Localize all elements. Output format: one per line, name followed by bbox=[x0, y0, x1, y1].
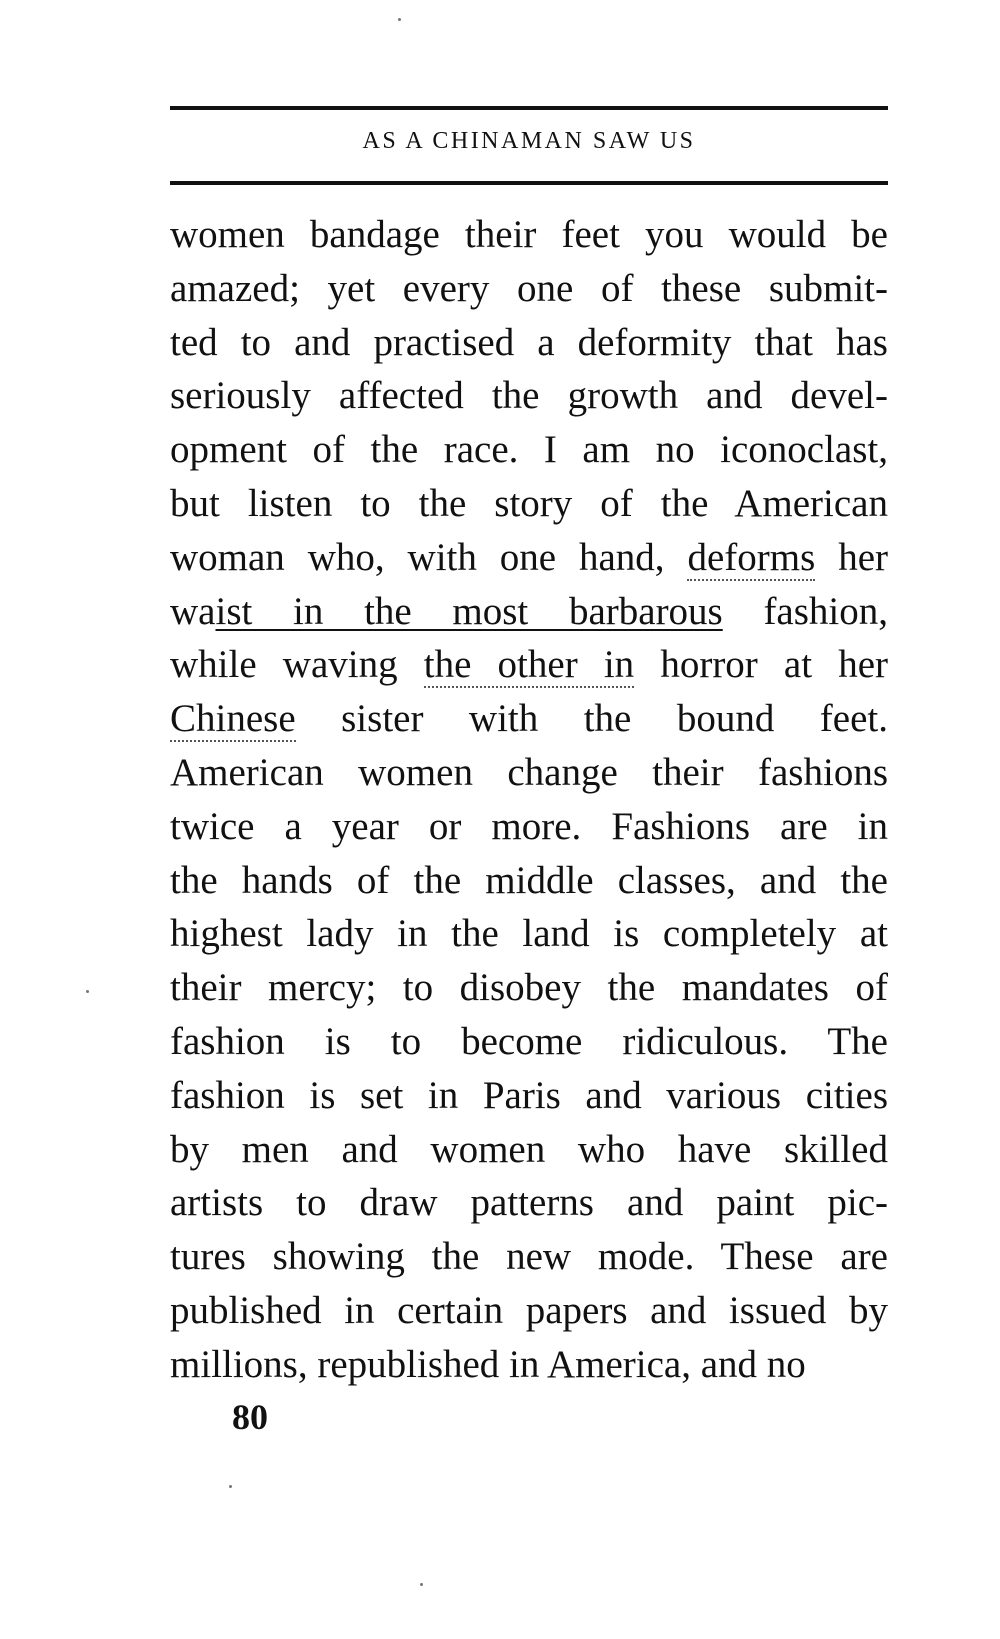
text-segment: woman who, with one hand, bbox=[170, 535, 665, 579]
text-segment: sister with the bound feet. bbox=[341, 697, 888, 741]
text-line bbox=[170, 692, 888, 746]
text-line: fashion is to become ridiculous. The bbox=[170, 1019, 888, 1063]
scan-speck bbox=[86, 990, 89, 993]
text-line: women bandage their feet you would be bbox=[170, 213, 888, 256]
text-line: amazed; yet every one of these submit- bbox=[170, 266, 888, 310]
text-line bbox=[170, 638, 888, 692]
body-text bbox=[170, 208, 888, 1392]
text-segment: horror at her bbox=[660, 643, 889, 687]
text-line: twice a year or more. Fashions are in bbox=[170, 804, 888, 848]
text-segment: fashion, bbox=[763, 589, 888, 633]
pencil-underlined-word: Chinese bbox=[170, 697, 296, 741]
text-line: the hands of the middle classes, and the bbox=[170, 858, 888, 902]
pencil-underlined-phrase: ist in the most barbarous bbox=[215, 589, 723, 633]
text-line: opment of the race. I am no iconoclast, bbox=[170, 428, 888, 472]
text-line bbox=[170, 585, 888, 639]
text-line: ted to and practised a deformity that has bbox=[170, 320, 888, 364]
scan-speck bbox=[398, 18, 401, 21]
header-rule-bottom bbox=[170, 181, 888, 185]
text-line: highest lady in the land is completely at bbox=[170, 912, 888, 956]
text-line: but listen to the story of the American bbox=[170, 481, 888, 525]
text-segment: wa bbox=[170, 589, 216, 633]
text-line: American women change their fashions bbox=[170, 750, 888, 794]
text-line: millions, republished in America, and no bbox=[170, 1342, 806, 1386]
text-line: their mercy; to disobey the mandates of bbox=[170, 966, 888, 1010]
pencil-underlined-phrase: the other in bbox=[423, 643, 635, 687]
pencil-underlined-word: deforms bbox=[687, 535, 816, 579]
scan-speck bbox=[229, 1485, 232, 1488]
text-line: tures showing the new mode. These are bbox=[170, 1235, 888, 1279]
text-line: artists to draw patterns and paint pic- bbox=[170, 1181, 888, 1225]
text-line bbox=[170, 531, 888, 585]
text-segment: her bbox=[838, 535, 888, 579]
page-number: 80 bbox=[232, 1397, 268, 1437]
text-line: seriously affected the growth and devel- bbox=[170, 374, 888, 418]
text-segment: while waving bbox=[170, 643, 398, 687]
running-head: AS A CHINAMAN SAW US bbox=[362, 128, 696, 154]
text-line: published in certain papers and issued by bbox=[170, 1288, 888, 1332]
scan-speck bbox=[420, 1583, 423, 1586]
text-line: fashion is set in Paris and various cities bbox=[170, 1073, 888, 1117]
text-line: by men and women who have skilled bbox=[170, 1127, 888, 1171]
header-rule-top bbox=[170, 106, 888, 110]
